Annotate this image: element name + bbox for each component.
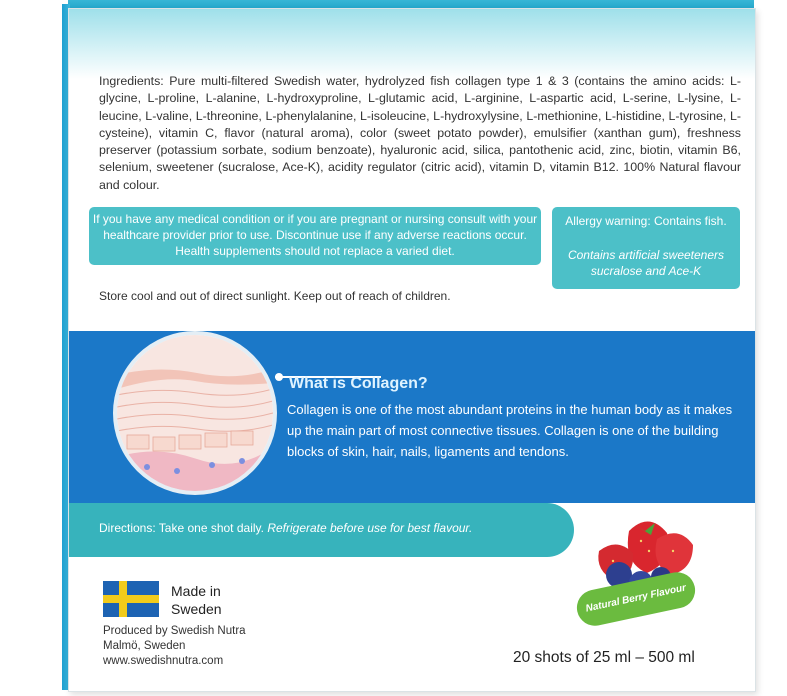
directions-text — [99, 521, 472, 535]
package-back-panel — [68, 8, 756, 692]
sweetener-note: Contains artificial sweeteners sucralose and Ace-K — [567, 248, 725, 278]
ingredients-text: Ingredients: Pure multi-filtered Swedish water, hydrolyzed fish collagen type 1 & 3 (contains the amino acids: L-glycine, L-proline, L-alanine, L-hydroxyproline, L-glutamic acid, L-arginine, L-aspartic acid, L-serine, L-lysine, L-leucine, L-valine, L-threonine, L-phenylalanine, L-isoleucine, L-hydroxylysine, L-methionine, L-histidine, L-tyrosine, L-cysteine), vitamin C, flavor (natural aroma), color (sweet potato powder), emulsifier (xanthan gum), freshness preserver (potassium sorbate, sodium benzoate), hyaluronic acid, silica, pantothenic acid, zinc, biotin, vitamin B6, selenium, sweetener (sucralose, Ace-K), acidity regulator (citric acid), vitamin D, vitamin B12. 100% Natural flavour and colour. — [99, 74, 741, 192]
flavour-badge: Natural Berry Flavour — [574, 569, 699, 629]
producer-website: www.swedishnutra.com — [103, 655, 224, 667]
storage-note: Store cool and out of direct sunlight. Keep out of reach of children. — [99, 289, 451, 303]
producer-city: Malmö, Sweden — [103, 640, 186, 652]
directions-main: Directions: Take one shot daily. — [99, 521, 268, 535]
package-size: 20 shots of 25 ml – 500 ml — [513, 649, 695, 666]
producer-name: Produced by Swedish Nutra — [103, 625, 246, 637]
directions-emphasis: Refrigerate before use for best flavour. — [267, 521, 473, 535]
allergy-warning-text: Allergy warning: Contains fish. — [565, 214, 727, 228]
allergy-warning-box — [552, 207, 740, 289]
made-in-label — [171, 582, 222, 618]
made-in-line2: Sweden — [171, 601, 222, 617]
callout-dot — [275, 373, 283, 381]
medical-warning-box — [89, 207, 541, 265]
medical-warning-text: If you have any medical condition or if you are pregnant or nursing consult with your healthcare provider prior to use. Discontinue use if any adverse reactions occur. Health supplements should not replace a varied diet. — [92, 212, 538, 258]
producer-info — [103, 624, 246, 669]
made-in-line1: Made in — [171, 583, 221, 599]
skin-cross-section-illustration — [113, 331, 277, 495]
collagen-description: Collagen is one of the most abundant proteins in the human body as it makes up the main part of most connective tissues. Collagen is one of the building blocks of skin, hair, nails, ligaments and tendons. — [287, 402, 733, 459]
sweden-flag-icon — [103, 581, 159, 617]
collagen-title: What is Collagen? — [289, 375, 428, 392]
top-gradient-band — [69, 9, 755, 79]
